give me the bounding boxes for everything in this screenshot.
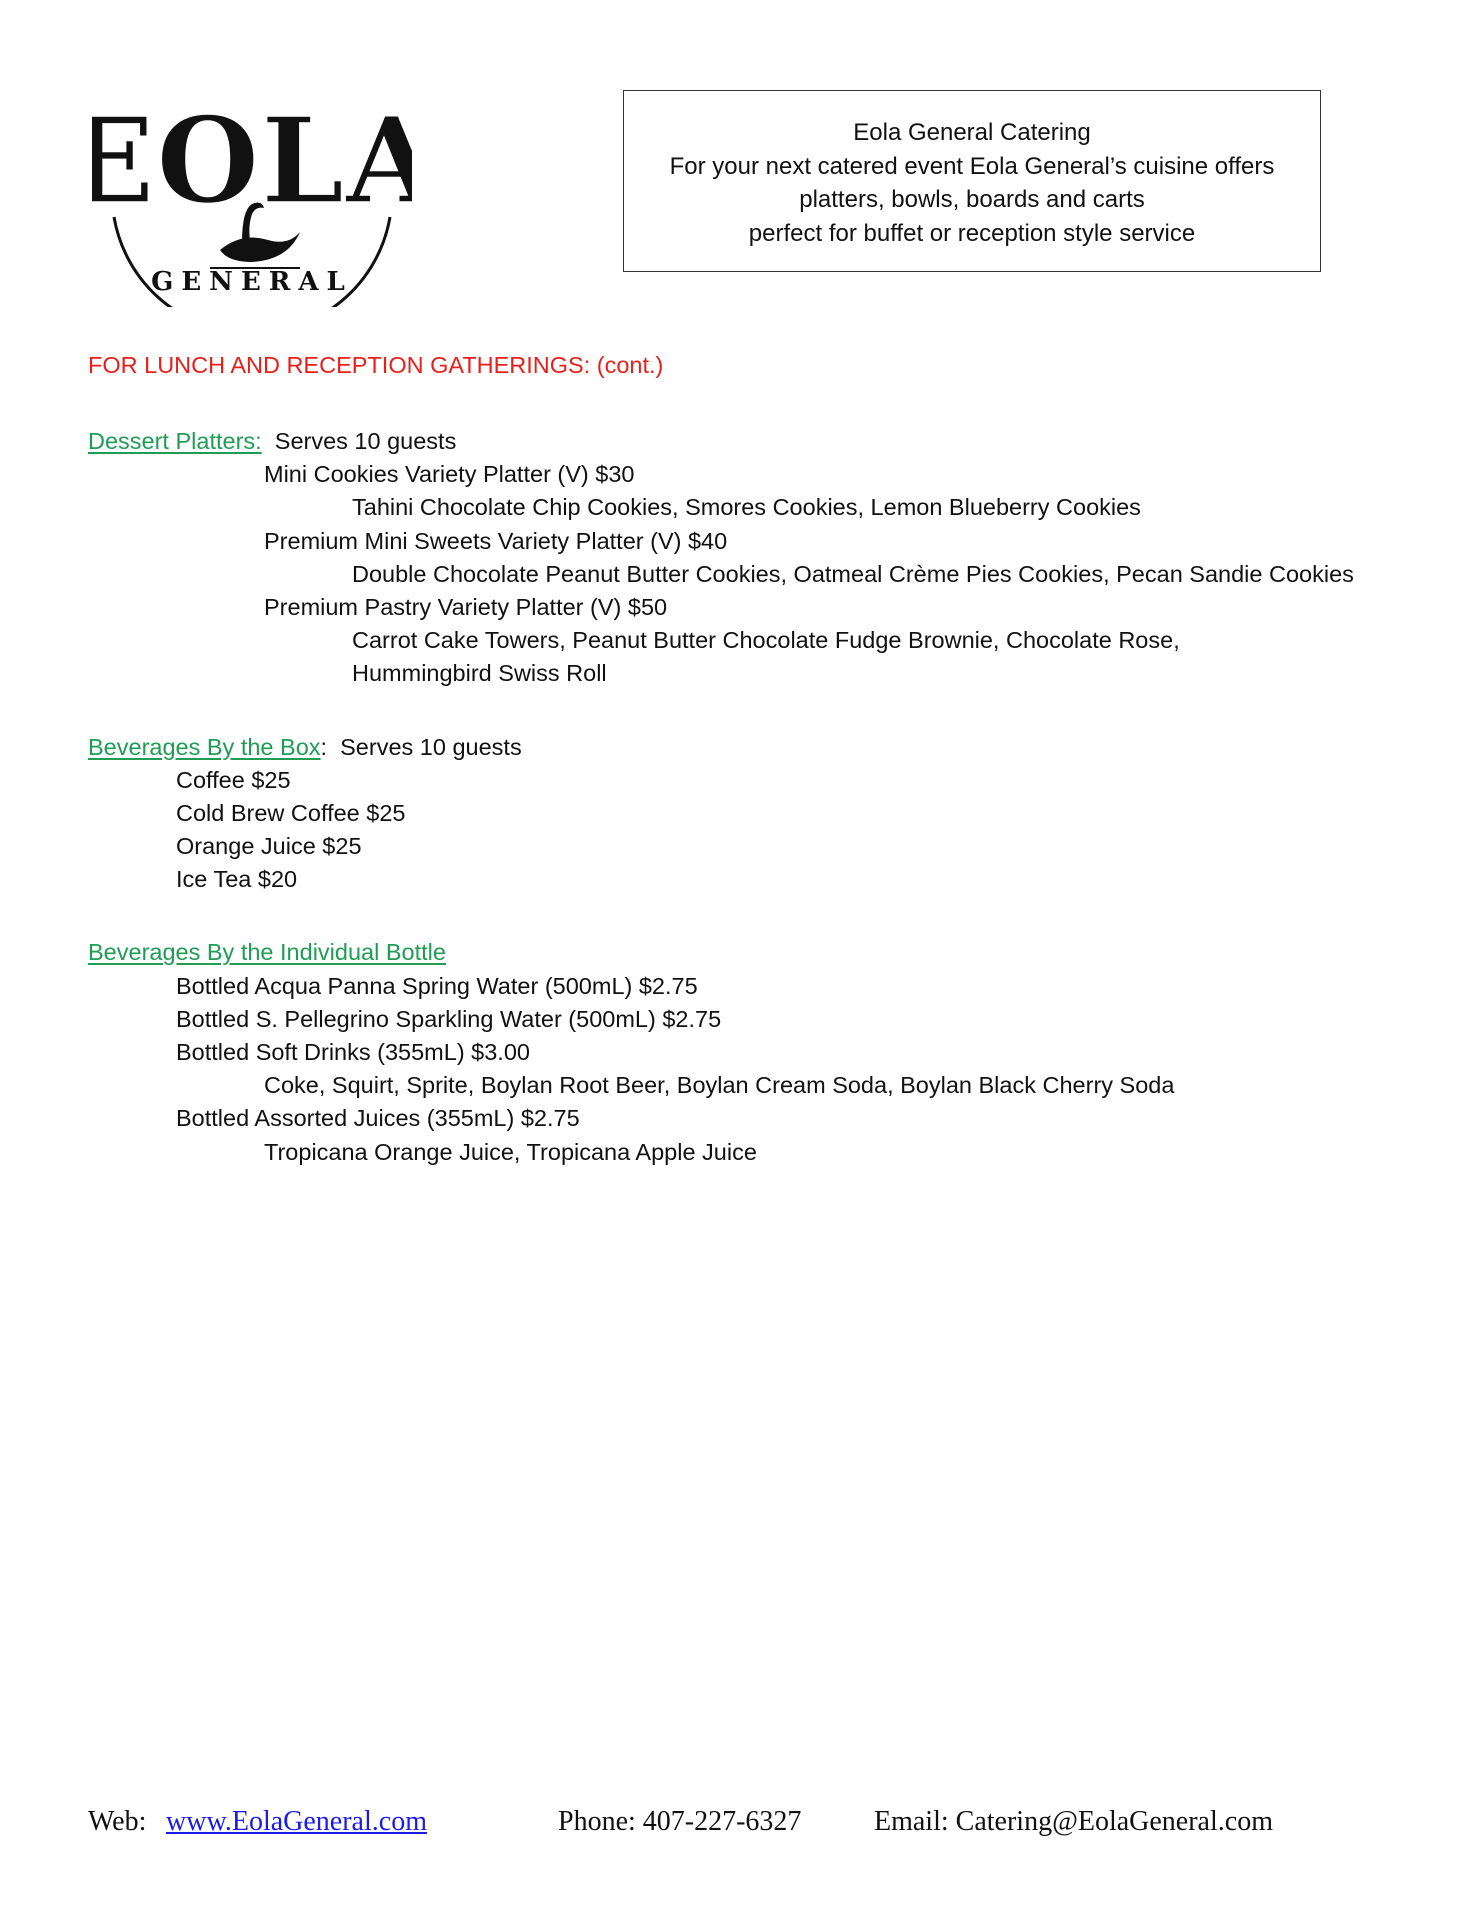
box-item: Orange Juice $25 [176,833,362,860]
box-header [88,731,1468,764]
menu-content [88,425,1468,1169]
dessert-item-desc: Carrot Cake Towers, Peanut Butter Chocolate Fudge Brownie, Chocolate Rose, [352,627,1180,654]
box-serves: Serves 10 guests [340,733,522,760]
web-label: Web: [88,1806,147,1837]
section-heading: FOR LUNCH AND RECEPTION GATHERINGS: (cont.) [88,352,664,378]
box-item: Cold Brew Coffee $25 [176,799,406,826]
dessert-item-desc: Tahini Chocolate Chip Cookies, Smores Cookies, Lemon Blueberry Cookies [352,494,1141,521]
svg-text:GENERAL: GENERAL [151,267,353,297]
box-colon: : [320,733,328,760]
dessert-item: Premium Mini Sweets Variety Platter (V) $40 [264,527,728,554]
bottle-item-desc: Tropicana Orange Juice, Tropicana Apple Juice [264,1138,757,1165]
email-text: Email: Catering@EolaGeneral.com [874,1806,1273,1837]
box-title: Beverages By the Box [88,733,321,760]
eola-general-logo [92,82,412,307]
bottle-item: Bottled S. Pellegrino Sparkling Water (500mL) $2.75 [176,1005,722,1032]
info-title: Eola General Catering [853,119,1091,146]
dessert-item-desc: Double Chocolate Peanut Butter Cookies, Oatmeal Crème Pies Cookies, Pecan Sandie Cookies [352,560,1354,587]
svg-text:EOLA: EOLA [92,91,412,230]
dessert-item-desc: Hummingbird Swiss Roll [352,660,607,687]
box-item: Ice Tea $20 [176,866,298,893]
dessert-serves: Serves 10 guests [274,428,457,454]
swan-logo-icon [92,82,412,307]
bottle-item-desc: Coke, Squirt, Sprite, Boylan Root Beer, Boylan Cream Soda, Boylan Black Cherry Soda [264,1072,1175,1099]
bottle-item: Bottled Assorted Juices (355mL) $2.75 [176,1105,580,1132]
catering-info-box [623,90,1321,272]
info-line-2: For your next catered event Eola General’s cuisine offers [669,152,1275,180]
dessert-item: Mini Cookies Variety Platter (V) $30 [264,461,635,488]
dessert-title: Dessert Platters: [88,428,262,454]
svg-text:EOLA: EOLA [92,91,412,230]
info-line-3: platters, bowls, boards and carts [799,186,1145,213]
dessert-item: Premium Pastry Variety Platter (V) $50 [264,593,668,620]
info-line-4: perfect for buffet or reception style service [748,219,1196,247]
box-item: Coffee $25 [176,766,291,793]
bottle-header [88,936,1468,969]
bottle-item: Bottled Soft Drinks (355mL) $3.00 [176,1039,530,1065]
phone-text: Phone: 407-227-6327 [558,1806,802,1837]
bottle-item: Bottled Acqua Panna Spring Water (500mL) $2.75 [176,972,698,999]
bottle-title: Beverages By the Individual Bottle [88,939,446,966]
website-link[interactable]: www.EolaGeneral.com [166,1806,427,1837]
dessert-header [88,425,1468,458]
